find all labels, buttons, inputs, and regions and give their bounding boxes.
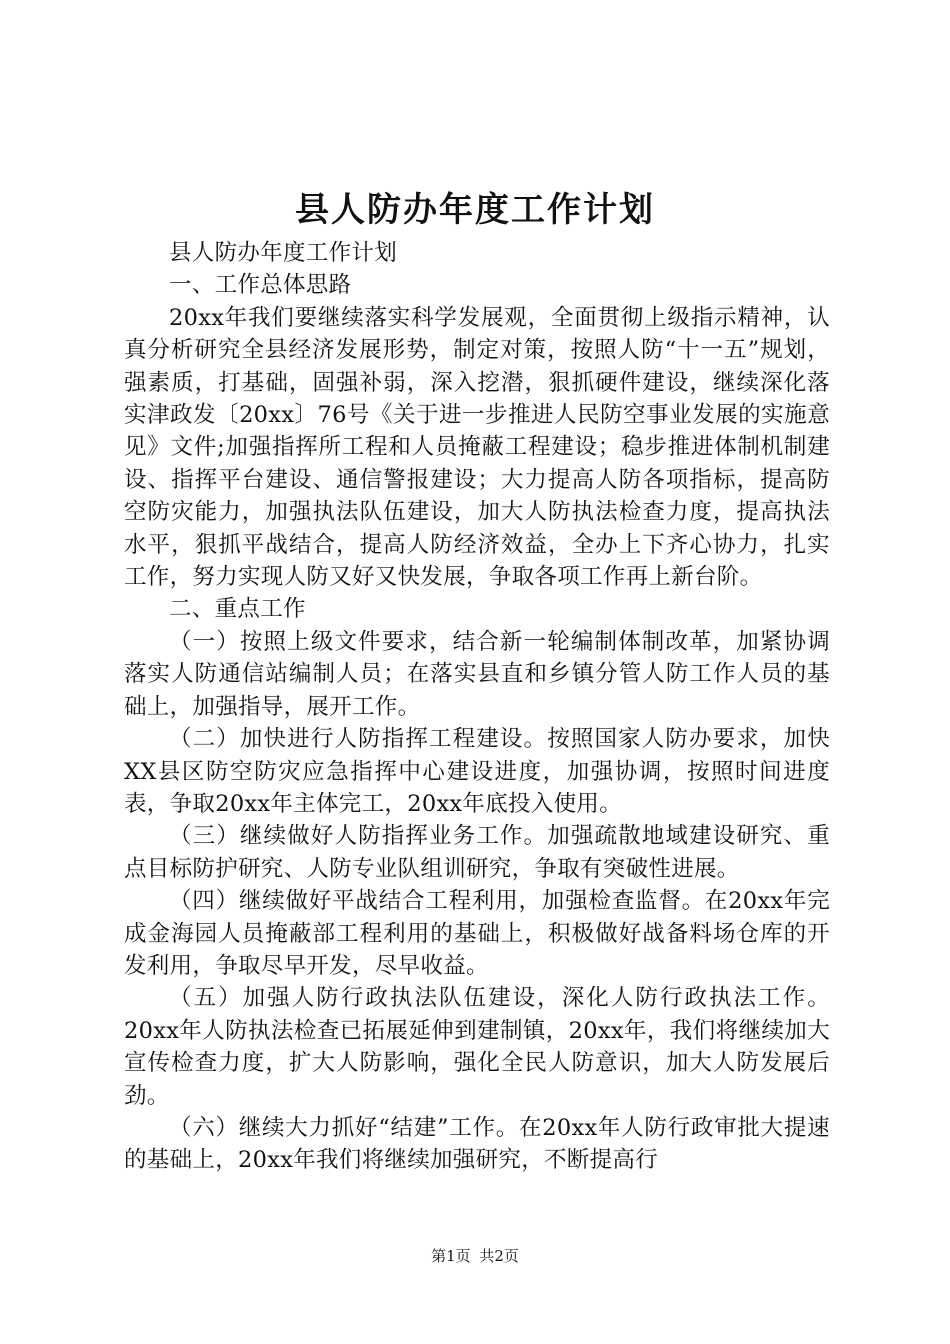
paragraph: （二）加快进行人防指挥工程建设。按照国家人防办要求，加快XX县区防空防灾应急指挥中心建设进度，加强协调，按照时间进度表，争取20xx年主体完工，20xx年底投入使用。 xyxy=(124,726,830,817)
page-total: 共2页 xyxy=(479,1247,519,1265)
paragraph: （四）继续做好平战结合工程利用，加强检查监督。在20xx年完成金海园人员掩蔽部工程利用的基础上，积极做好战备料场仓库的开发利用，争取尽早开发，尽早收益。 xyxy=(124,888,830,979)
paragraph-subtitle: 县人防办年度工作计划 xyxy=(169,240,398,266)
section-heading-2: 二、重点工作 xyxy=(169,596,306,623)
paragraph: （一）按照上级文件要求，结合新一轮编制体制改革，加紧协调落实人防通信站编制人员；在落实县直和乡镇分管人防工作人员的基础上，加强指导，展开工作。 xyxy=(124,628,830,720)
paragraph: （三）继续做好人防指挥业务工作。加强疏散地域建设研究、重点目标防护研究、人防专业队组训研究，争取有突破性进展。 xyxy=(124,823,830,882)
section-heading-1: 一、工作总体思路 xyxy=(169,272,352,299)
document-body xyxy=(124,237,830,1177)
page-footer xyxy=(0,1246,950,1266)
paragraph: （六）继续大力抓好“结建”工作。在20xx年人防行政审批大提速的基础上，20xx年我们将继续加强研究，不断提高行 xyxy=(124,1114,830,1174)
paragraph: （五）加强人防行政执法队伍建设，深化人防行政执法工作。20xx年人防执法检查已拓展延伸到建制镇，20xx年，我们将继续加大宣传检查力度，扩大人防影响，强化全民人防意识，加大人防发展后劲。 xyxy=(124,985,830,1109)
page-number: 第1页 xyxy=(431,1247,471,1265)
paragraph: 20xx年我们要继续落实科学发展观，全面贯彻上级指示精神，认真分析研究全县经济发展形势，制定对策，按照人防“十一五”规划，强素质，打基础，固强补弱，深入挖潜，狠抓硬件建设，继续深化落实津政发〔20xx〕76号《关于进一步推进人民防空事业发展的实施意见》文件;加强指挥所工程和人员掩蔽工程建设；稳步推进体制机制建设、指挥平台建设、通信警报建设；大力提高人防各项指标，提高防空防灾能力，加强执法队伍建设，加大人防执法检查力度，提高执法水平，狠抓平战结合，提高人防经济效益，全办上下齐心协力，扎实工作，努力实现人防又好又快发展，争取各项工作再上新台阶。 xyxy=(124,304,830,591)
document-title: 县人防办年度工作计划 xyxy=(295,190,655,230)
